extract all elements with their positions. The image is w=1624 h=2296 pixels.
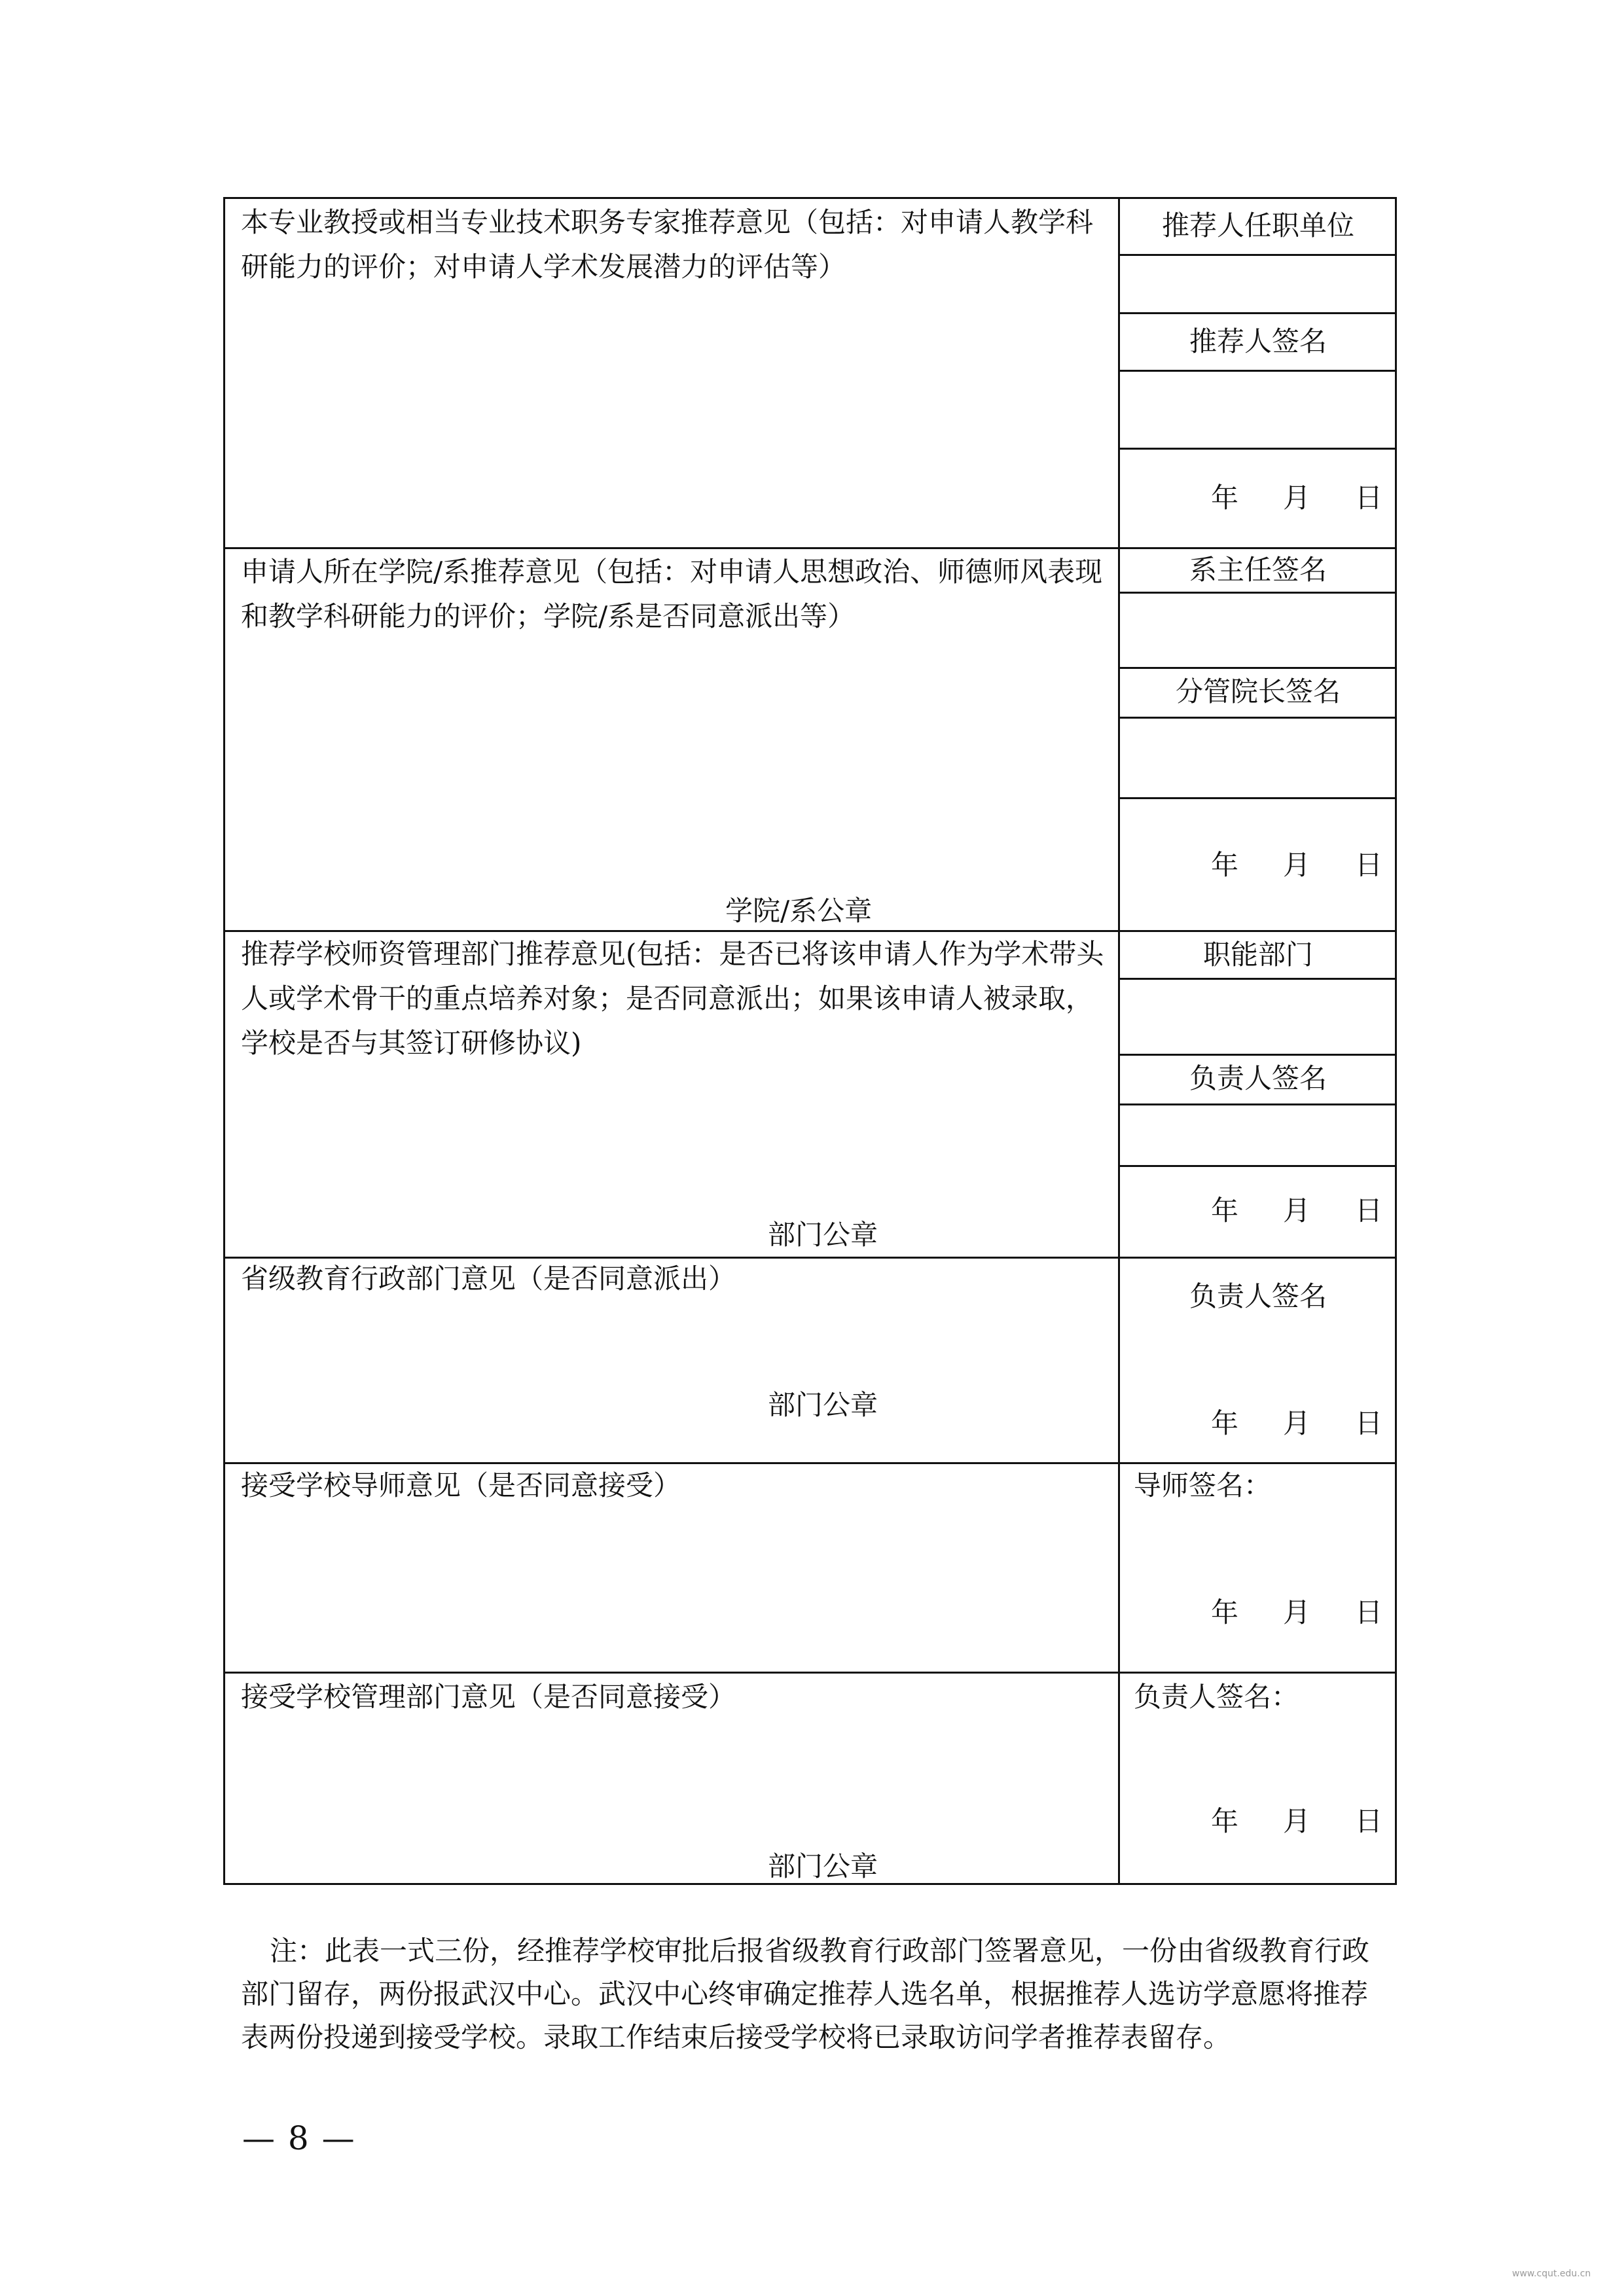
date-month: 月 [1282,849,1310,881]
section-5-title: 接受学校导师意见（是否同意接受） [241,1469,681,1501]
date-month: 月 [1282,1194,1310,1227]
right-cell-line [1118,1054,1397,1056]
date-day: 日 [1354,1596,1382,1628]
section-1-date [1211,478,1382,518]
watermark: www.cqut.edu.cn [1512,2269,1591,2279]
section-3-label-department: 职能部门 [1202,939,1313,971]
date-day: 日 [1354,482,1382,514]
date-year: 年 [1211,482,1239,514]
date-day: 日 [1354,1407,1382,1439]
date-year: 年 [1211,849,1239,881]
page-number: — 8 — [242,2119,356,2157]
date-year: 年 [1211,1194,1239,1227]
section-4-title: 省级教育行政部门意见（是否同意派出） [241,1263,736,1295]
date-year: 年 [1211,1596,1239,1628]
section-2-date [1211,846,1382,885]
column-divider [1118,197,1120,1885]
section-1-label-signature: 推荐人签名 [1189,325,1327,357]
right-cell-line [1118,1103,1397,1105]
date-day: 日 [1354,1194,1382,1227]
section-6-label-signature: 负责人签名： [1134,1681,1299,1713]
date-month: 月 [1282,1407,1310,1439]
section-6-seal: 部门公章 [768,1850,878,1882]
section-2-label-dean: 分管院长签名 [1175,675,1341,708]
right-cell-line [1118,370,1397,372]
section-3-label-signature: 负责人签名 [1189,1062,1327,1094]
date-day: 日 [1354,1805,1382,1837]
date-year: 年 [1211,1805,1239,1837]
date-year: 年 [1211,1407,1239,1439]
section-3-title: 推荐学校师资管理部门推荐意见(包括：是否已将该申请人作为学术带头人或学术骨干的重点培养对象；是否同意派出；如果该申请人被录取，学校是否与其签订研修协议) [241,938,1104,1059]
section-4-seal: 部门公章 [768,1389,878,1421]
footnote: 注：此表一式三份，经推荐学校审批后报省级教育行政部门签署意见，一份由省级教育行政部门留存，两份报武汉中心。武汉中心终审确定推荐人选名单，根据推荐人选访学意愿将推荐表两份投递到接受学校。录取工作结束后接受学校将已录取访问学者推荐表留存。 [241,1935,1370,2053]
right-cell-line [1118,797,1397,799]
right-cell-line [1118,717,1397,719]
section-3-seal: 部门公章 [768,1219,878,1251]
section-2-seal: 学院/系公章 [725,895,873,927]
section-3-date [1211,1191,1382,1230]
section-divider [223,1672,1397,1674]
section-1-label-unit: 推荐人任职单位 [1161,209,1354,242]
section-5-date [1211,1593,1382,1632]
section-1-title: 本专业教授或相当专业技术职务专家推荐意见（包括：对申请人教学科研能力的评价；对申请人学术发展潜力的评估等） [241,206,1094,283]
right-cell-line [1118,254,1397,256]
right-cell-line [1118,978,1397,980]
section-2-label-dept-head: 系主任签名 [1189,554,1327,586]
section-6-date [1211,1802,1382,1841]
date-day: 日 [1354,849,1382,881]
date-month: 月 [1282,482,1310,514]
section-5-label-advisor: 导师签名： [1134,1469,1272,1501]
date-month: 月 [1282,1596,1310,1628]
section-4-label-signature: 负责人签名 [1189,1280,1327,1312]
right-cell-line [1118,1165,1397,1167]
section-2-title: 申请人所在学院/系推荐意见（包括：对申请人思想政治、师德师风表现和教学科研能力的评价；学院/系是否同意派出等） [241,556,1103,632]
section-4-date [1211,1404,1382,1443]
date-month: 月 [1282,1805,1310,1837]
right-cell-line [1118,312,1397,314]
right-cell-line [1118,667,1397,669]
right-cell-line [1118,448,1397,450]
section-6-title: 接受学校管理部门意见（是否同意接受） [241,1681,736,1713]
